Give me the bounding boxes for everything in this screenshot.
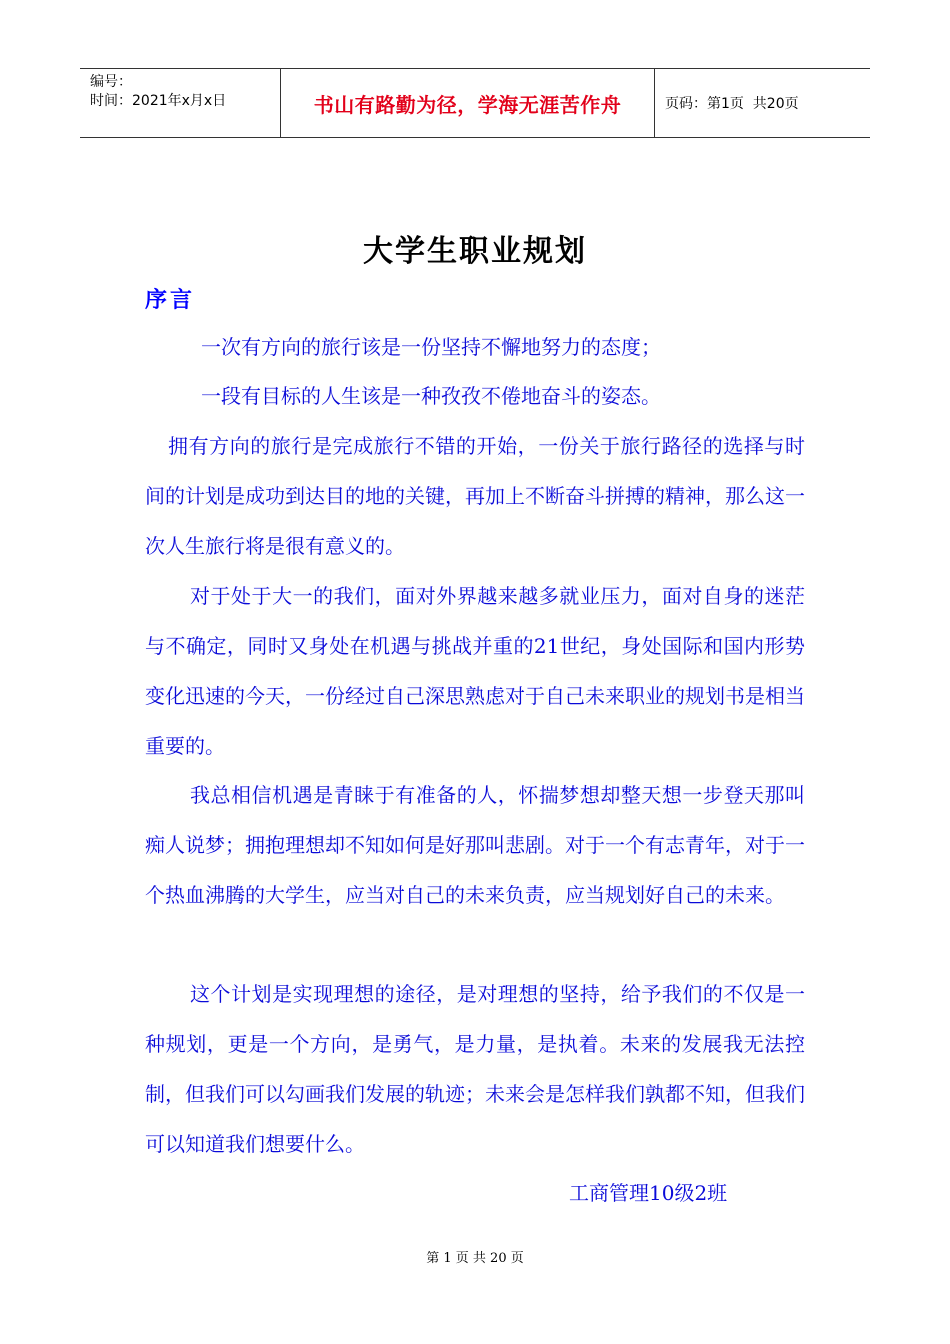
document-title: 大学生职业规划: [363, 234, 587, 269]
motto-cell: [281, 69, 655, 137]
time-label: 时间：2021年x月x日: [90, 93, 227, 109]
header-meta-cell: [80, 69, 281, 137]
page-footer: 第 1 页 共 20 页: [426, 1251, 524, 1266]
verse-line-1: 一次有方向的旅行该是一份坚持不懈地努力的态度；: [201, 335, 661, 359]
motto-text: 书山有路勤为径，学海无涯苦作舟: [313, 92, 622, 117]
paragraph-1-text: 拥有方向的旅行是完成旅行不错的开始，一份关于旅行路径的选择与时间的计划是成功到达目的地的关键，再加上不断奋斗拼搏的精神，那么这一次人生旅行将是很有意义的。: [145, 434, 805, 558]
paragraph-2-text: 对于处于大一的我们，面对外界越来越多就业压力，面对自身的迷茫与不确定，同时又身处在机遇与挑战并重的21世纪，身处国际和国内形势变化迅速的今天，一份经过自己深思熟虑对于自己未来职业的规划书是相当重要的。: [145, 584, 805, 758]
page-info-text: 页码：第1页 共20页: [665, 96, 799, 112]
paragraph-2: [145, 571, 805, 771]
header-table: [80, 68, 870, 138]
paragraph-4: [145, 969, 805, 1169]
page-info-cell: [655, 69, 870, 137]
paragraph-4-text: 这个计划是实现理想的途径，是对理想的坚持，给予我们的不仅是一种规划，更是一个方向，是勇气，是力量，是执着。未来的发展我无法控制，但我们可以勾画我们发展的轨迹；未来会是怎样我们孰都不知，但我们可以知道我们想要什么。: [145, 982, 805, 1156]
verse-line-2: 一段有目标的人生该是一种孜孜不倦地奋斗的姿态。: [201, 384, 661, 408]
paragraph-3: [145, 770, 805, 920]
paragraph-3-text: 我总相信机遇是青睐于有准备的人，怀揣梦想却整天想一步登天那叫痴人说梦；拥抱理想却不知如何是好那叫悲剧。对于一个有志青年，对于一个热血沸腾的大学生，应当对自己的未来负责，应当规划好自己的未来。: [145, 783, 805, 907]
number-label: 编号：: [90, 74, 132, 90]
paragraph-1: [145, 421, 805, 571]
signature: 工商管理10级2班: [569, 1181, 728, 1205]
preface-heading: 序言: [145, 287, 196, 313]
